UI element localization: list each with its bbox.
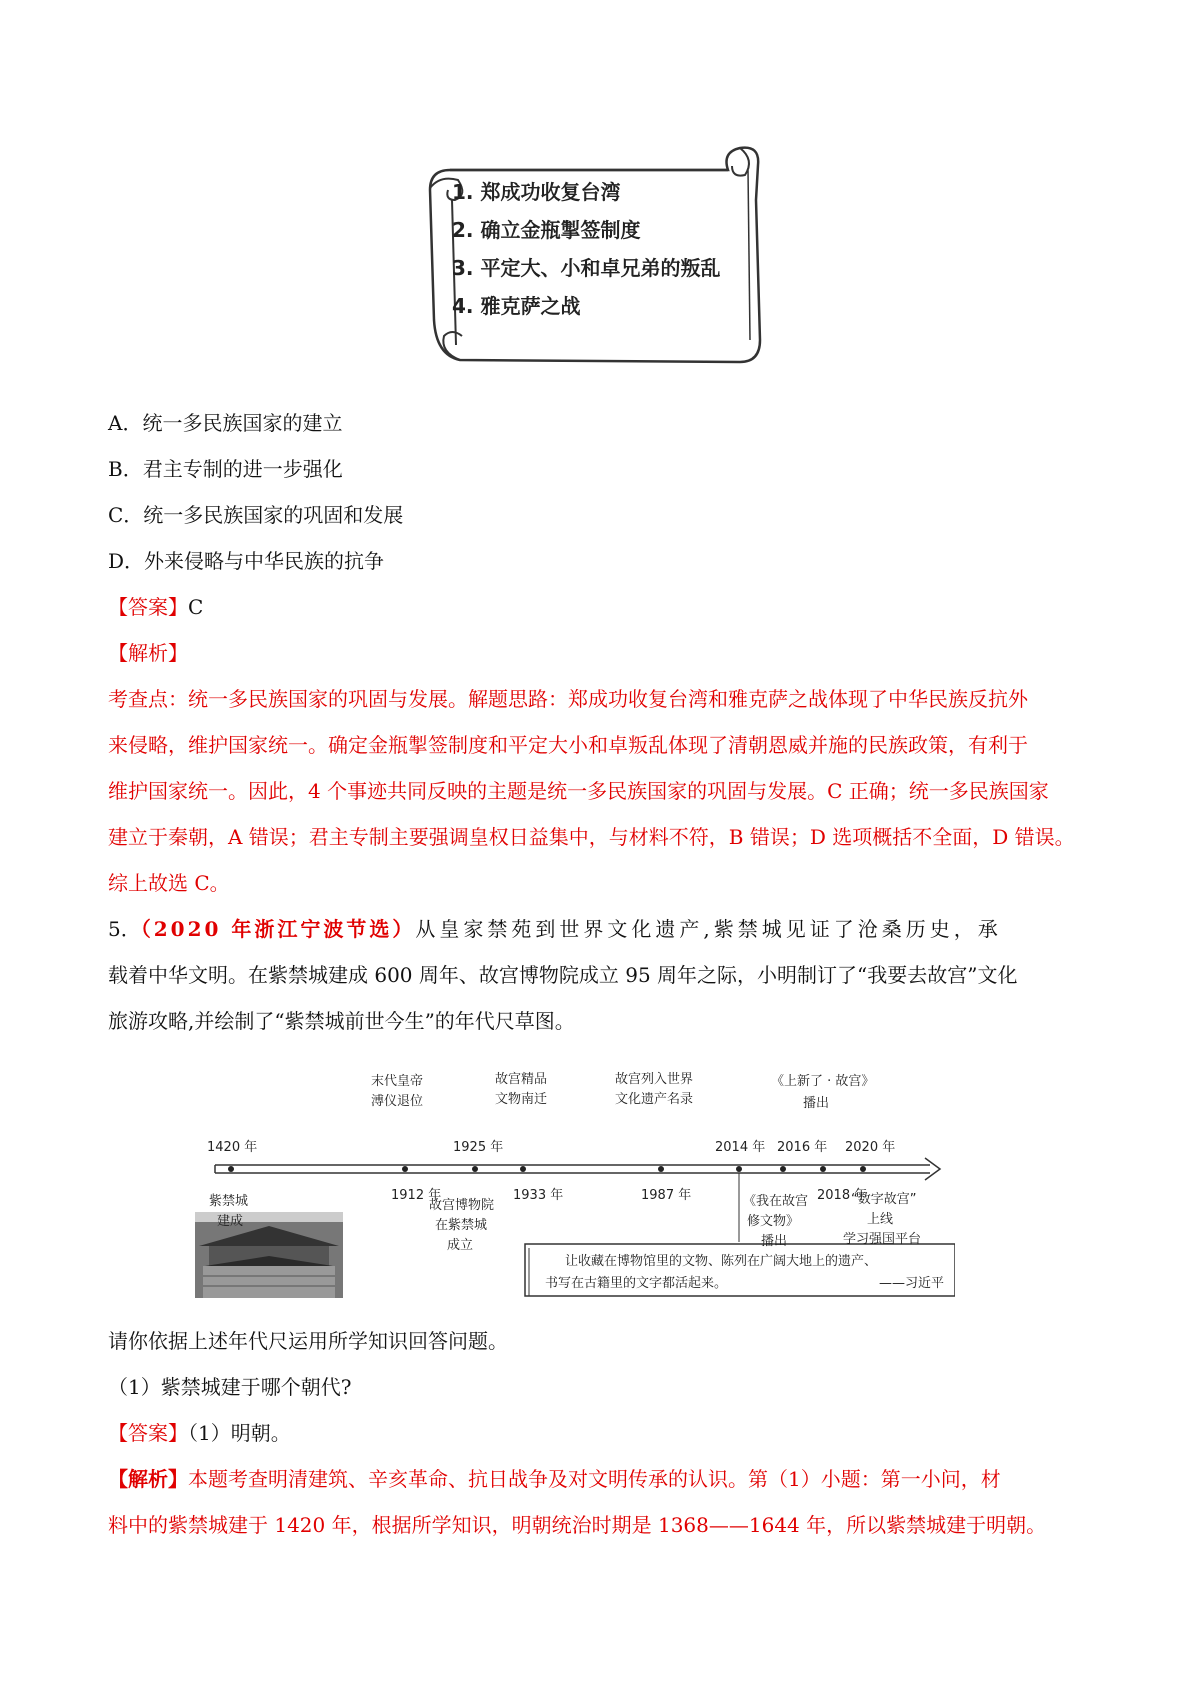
tl-quote-author: ——习近平 — [879, 1276, 945, 1291]
scroll-item-3: 3. 平定大、小和卓兄弟的叛乱 — [452, 256, 721, 280]
tl-event-puyi-2: 溥仪退位 — [371, 1094, 424, 1109]
tl-event-museum-3: 成立 — [447, 1238, 474, 1253]
q5-stem-line-3: 旅游攻略,并绘制了“紫禁城前世今生”的年代尺草图。 — [108, 1009, 575, 1033]
answer-value: C — [188, 595, 204, 619]
tl-event-digital-2: 上线 — [867, 1212, 894, 1227]
tl-event-repair-3: 播出 — [761, 1234, 788, 1249]
tl-event-repair-2: 修文物》 — [747, 1214, 800, 1229]
q5-answer-label: 【答案】 — [108, 1421, 188, 1445]
tl-event-built-1: 紫禁城 — [209, 1194, 249, 1209]
tl-year-2016: 2016 年 — [777, 1140, 828, 1155]
tl-event-relics-2: 文物南迁 — [495, 1092, 548, 1107]
tl-event-digital-3: 学习强国平台 — [843, 1232, 922, 1247]
option-a: A．统一多民族国家的建立 — [108, 411, 343, 435]
q5-analysis-line-2: 料中的紫禁城建于 1420 年，根据所学知识，明朝统治时期是 1368——1644 年，所以紫禁城建于明朝。 — [108, 1513, 1047, 1537]
tl-event-museum-1: 故宫博物院 — [429, 1198, 495, 1213]
tl-event-puyi-1: 末代皇帝 — [371, 1074, 424, 1089]
tl-event-show-1: 《上新了 · 故宫》 — [771, 1074, 875, 1089]
option-c: C．统一多民族国家的巩固和发展 — [108, 503, 404, 527]
tl-event-show-2: 播出 — [803, 1096, 830, 1111]
q5-sub1: （1）紫禁城建于哪个朝代? — [108, 1375, 352, 1399]
q5-stem-line-1 — [108, 914, 1002, 944]
option-b: B．君主专制的进一步强化 — [108, 457, 343, 481]
tl-event-built-2: 建成 — [217, 1214, 244, 1229]
tl-event-heritage-1: 故宫列入世界 — [615, 1072, 694, 1087]
tl-year-1912: 1912 年 — [391, 1188, 442, 1203]
tl-quote-line-1: 让收藏在博物馆里的文物、陈列在广阔大地上的遗产、 — [565, 1254, 878, 1269]
q5-answer-row — [108, 1418, 291, 1448]
tl-year-1933: 1933 年 — [513, 1188, 564, 1203]
q5-analysis-label: 【解析】 — [108, 1467, 188, 1491]
tl-year-2014: 2014 年 — [715, 1140, 766, 1155]
tl-year-1925: 1925 年 — [453, 1140, 504, 1155]
q5-source: （2020 年浙江宁波节选） — [140, 917, 416, 941]
q5-analysis-line-1 — [108, 1464, 1001, 1494]
tl-quote-line-2: 书写在古籍里的文字都活起来。 — [545, 1276, 728, 1291]
tl-event-heritage-2: 文化遗产名录 — [615, 1092, 694, 1107]
tl-event-repair-1: 《我在故宫 — [743, 1194, 809, 1209]
analysis-line-2: 来侵略，维护国家统一。确定金瓶掣签制度和平定大小和卓叛乱体现了清朝恩威并施的民族政策，有利于 — [108, 733, 1028, 757]
tl-event-digital-1: “数字故宫” — [851, 1192, 917, 1207]
tl-year-1987: 1987 年 — [641, 1188, 692, 1203]
tl-event-museum-2: 在紫禁城 — [435, 1218, 488, 1233]
q5-stem-text-1: 从皇家禁苑到世界文化遗产,紫禁城见证了沧桑历史，承 — [415, 917, 1002, 941]
answer-label: 【答案】 — [108, 595, 188, 619]
tl-year-1420: 1420 年 — [207, 1140, 258, 1155]
analysis-line-4: 建立于秦朝，A 错误；君主专制主要强调皇权日益集中，与材料不符，B 错误；D 选项概括不全面，D 错误。 — [108, 825, 1075, 849]
q5-analysis-text-1: 本题考查明清建筑、辛亥革命、抗日战争及对文明传承的认识。第（1）小题：第一小问，材 — [188, 1467, 1001, 1491]
q5-stem-line-2: 载着中华文明。在紫禁城建成 600 周年、故宫博物院成立 95 周年之际，小明制订了“我要去故宫”文化 — [108, 963, 1018, 987]
tl-year-2018: 2018 年 — [817, 1188, 868, 1203]
scroll-item-1: 1. 郑成功收复台湾 — [452, 180, 621, 204]
answer-row — [108, 592, 203, 622]
analysis-line-3: 维护国家统一。因此，4 个事迹共同反映的主题是统一多民族国家的巩固与发展。C 正确；统一多民族国家 — [108, 779, 1049, 803]
option-d: D．外来侵略与中华民族的抗争 — [108, 549, 385, 573]
q5-answer-value: （1）明朝。 — [188, 1421, 291, 1445]
analysis-line-5: 综上故选 C。 — [108, 871, 230, 895]
scroll-item-4: 4. 雅克萨之战 — [452, 294, 581, 318]
analysis-label: 【解析】 — [108, 641, 188, 665]
tl-year-2020: 2020 年 — [845, 1140, 896, 1155]
tl-event-relics-1: 故宫精品 — [495, 1072, 548, 1087]
q5-prompt: 请你依据上述年代尺运用所学知识回答问题。 — [108, 1329, 508, 1353]
q5-number: 5． — [108, 917, 141, 941]
analysis-line-1: 考查点：统一多民族国家的巩固与发展。解题思路：郑成功收复台湾和雅克萨之战体现了中华民族反抗外 — [108, 687, 1028, 711]
scroll-item-2: 2. 确立金瓶掣签制度 — [452, 218, 641, 242]
timeline-figure — [195, 1060, 955, 1310]
